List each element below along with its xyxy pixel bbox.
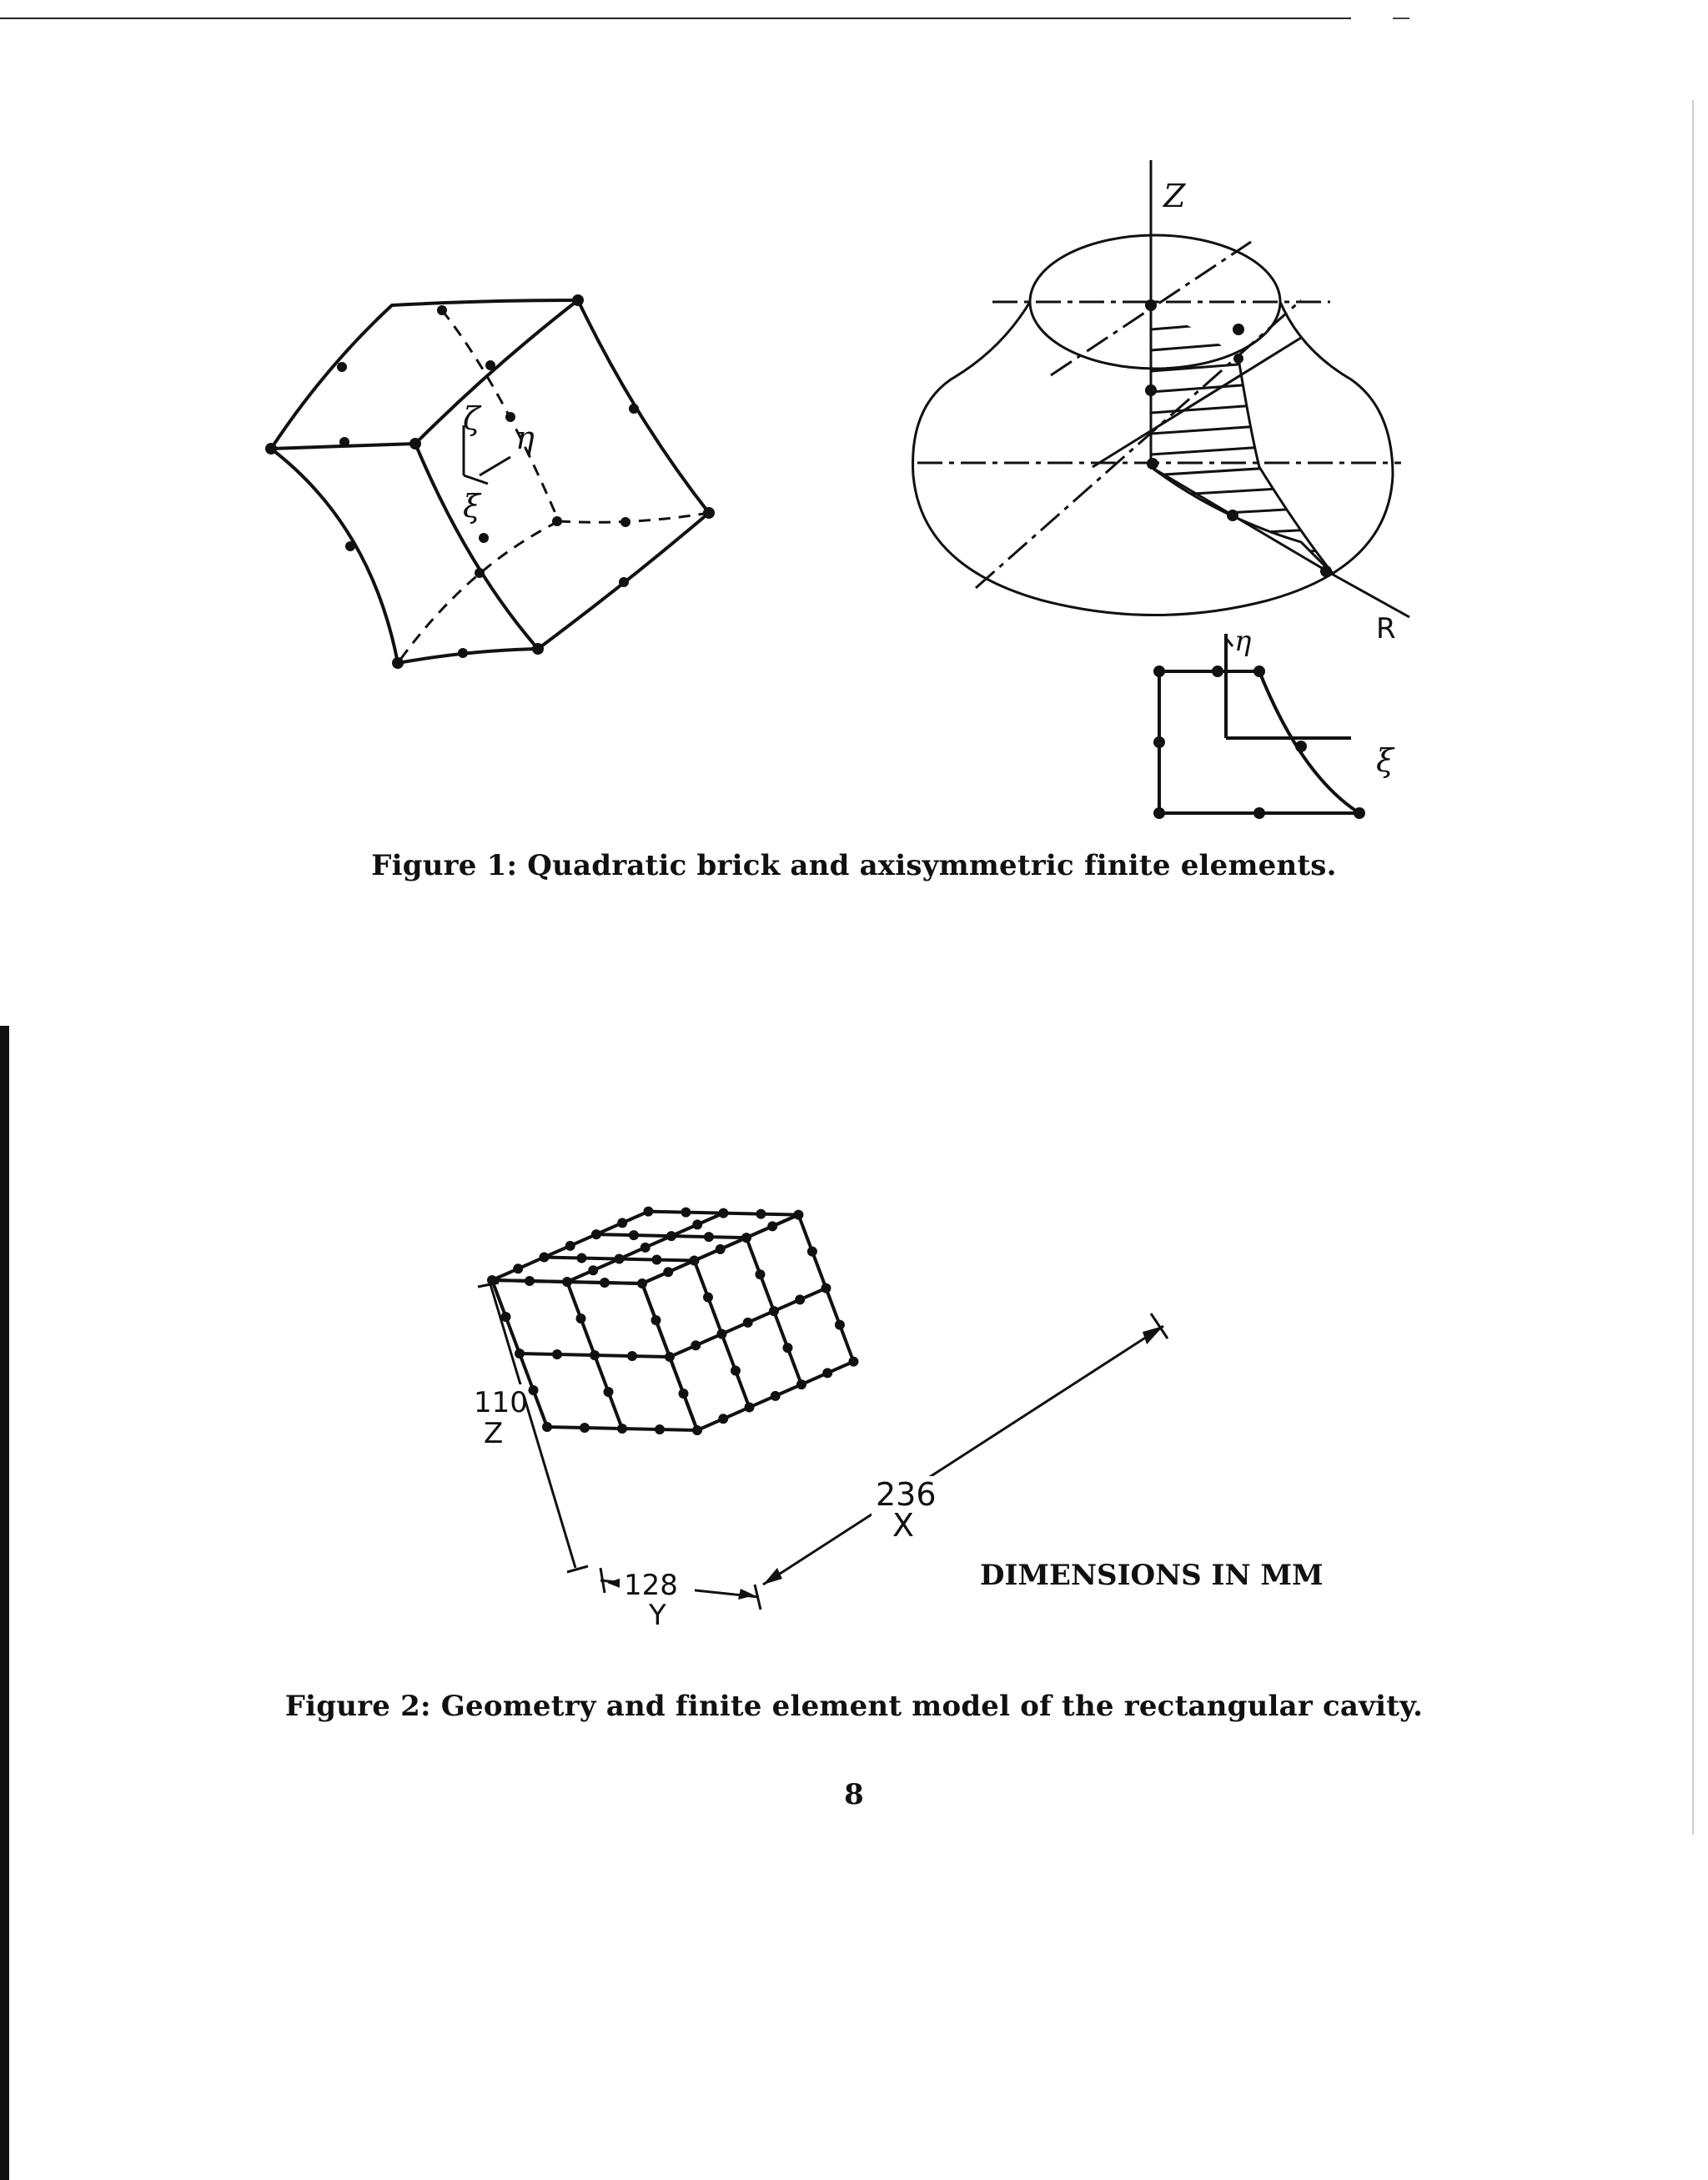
mesh-node — [590, 1350, 600, 1360]
mesh-node — [539, 1253, 549, 1263]
mesh-node — [718, 1208, 728, 1218]
mesh-node — [666, 1231, 676, 1241]
mesh-node — [716, 1329, 726, 1339]
mesh-node — [529, 1385, 539, 1395]
mesh-node — [617, 1218, 627, 1228]
mesh-node — [744, 1403, 754, 1413]
dim-x-label: X — [892, 1507, 915, 1544]
figure-1-caption: Figure 1: Quadratic brick and axisymmetric finite elements. — [371, 849, 1337, 882]
mesh-node — [835, 1320, 845, 1330]
figure-2-caption: Figure 2: Geometry and finite element model of the rectangular cavity. — [284, 1690, 1424, 1723]
brick-zeta-label: ζ — [463, 400, 480, 437]
mesh-node — [679, 1389, 689, 1399]
mesh-node — [756, 1209, 766, 1219]
mesh-node — [718, 1414, 728, 1424]
mesh-node — [600, 1278, 610, 1288]
mesh-node — [629, 1230, 639, 1240]
mesh-node — [743, 1318, 753, 1328]
mesh-node — [651, 1315, 661, 1325]
mesh-node — [691, 1340, 701, 1350]
inset-eta-label: η — [1234, 625, 1252, 658]
mesh-node — [562, 1277, 572, 1287]
mesh-node — [807, 1247, 817, 1257]
mesh-node — [576, 1253, 586, 1263]
mesh-node — [692, 1219, 702, 1229]
mesh-node — [821, 1283, 831, 1293]
mesh-node — [796, 1379, 806, 1389]
mesh-node — [655, 1424, 665, 1434]
mesh-node — [704, 1232, 714, 1242]
mesh-node — [604, 1387, 614, 1397]
mesh-node — [716, 1244, 726, 1254]
mesh-node — [637, 1278, 647, 1288]
mesh-node — [731, 1366, 741, 1376]
mesh-node — [627, 1351, 637, 1361]
mesh-node — [769, 1306, 779, 1316]
mesh-node — [525, 1276, 535, 1286]
mesh-node — [663, 1267, 673, 1277]
inset-xi-label: ξ — [1376, 742, 1394, 779]
mesh-node — [795, 1294, 805, 1304]
mesh-node — [689, 1256, 699, 1266]
page-number: 8 — [844, 1778, 864, 1811]
mesh-node — [692, 1425, 702, 1435]
mesh-node — [640, 1243, 651, 1253]
mesh-node — [552, 1349, 562, 1359]
mesh-node — [741, 1233, 751, 1243]
mesh-node — [580, 1423, 590, 1433]
mesh-node — [822, 1368, 832, 1378]
mesh-node — [515, 1349, 525, 1359]
dim-y-value: 128 — [624, 1569, 678, 1602]
mesh-node — [848, 1357, 858, 1367]
mesh-node — [614, 1254, 624, 1264]
mesh-node — [681, 1208, 691, 1218]
mesh-node — [755, 1269, 765, 1279]
mesh-node — [617, 1424, 627, 1434]
mesh-node — [576, 1314, 586, 1324]
mesh-node — [651, 1255, 661, 1265]
mesh-node — [591, 1229, 601, 1239]
mesh-node — [782, 1343, 792, 1353]
mesh-node — [565, 1241, 575, 1251]
brick-eta-label: η — [515, 419, 535, 456]
mesh-node — [767, 1221, 777, 1231]
dim-y-label: Y — [649, 1599, 666, 1632]
mesh-node — [542, 1422, 552, 1432]
mesh-node — [643, 1207, 653, 1217]
mesh-node — [588, 1265, 598, 1275]
brick-xi-label: ξ — [463, 488, 480, 525]
dim-z-label: Z — [484, 1417, 504, 1450]
mesh-node — [513, 1263, 523, 1273]
dim-x-value: 236 — [876, 1476, 937, 1513]
mesh-node — [665, 1352, 675, 1362]
z-axis-label: Z — [1163, 178, 1186, 214]
mesh-node — [793, 1210, 803, 1220]
dim-z-value: 110 — [474, 1386, 528, 1419]
units-note: DIMENSIONS IN MM — [980, 1559, 1324, 1592]
mesh-node — [703, 1293, 713, 1303]
r-axis-label: R — [1376, 612, 1396, 645]
mesh-node — [771, 1391, 781, 1401]
